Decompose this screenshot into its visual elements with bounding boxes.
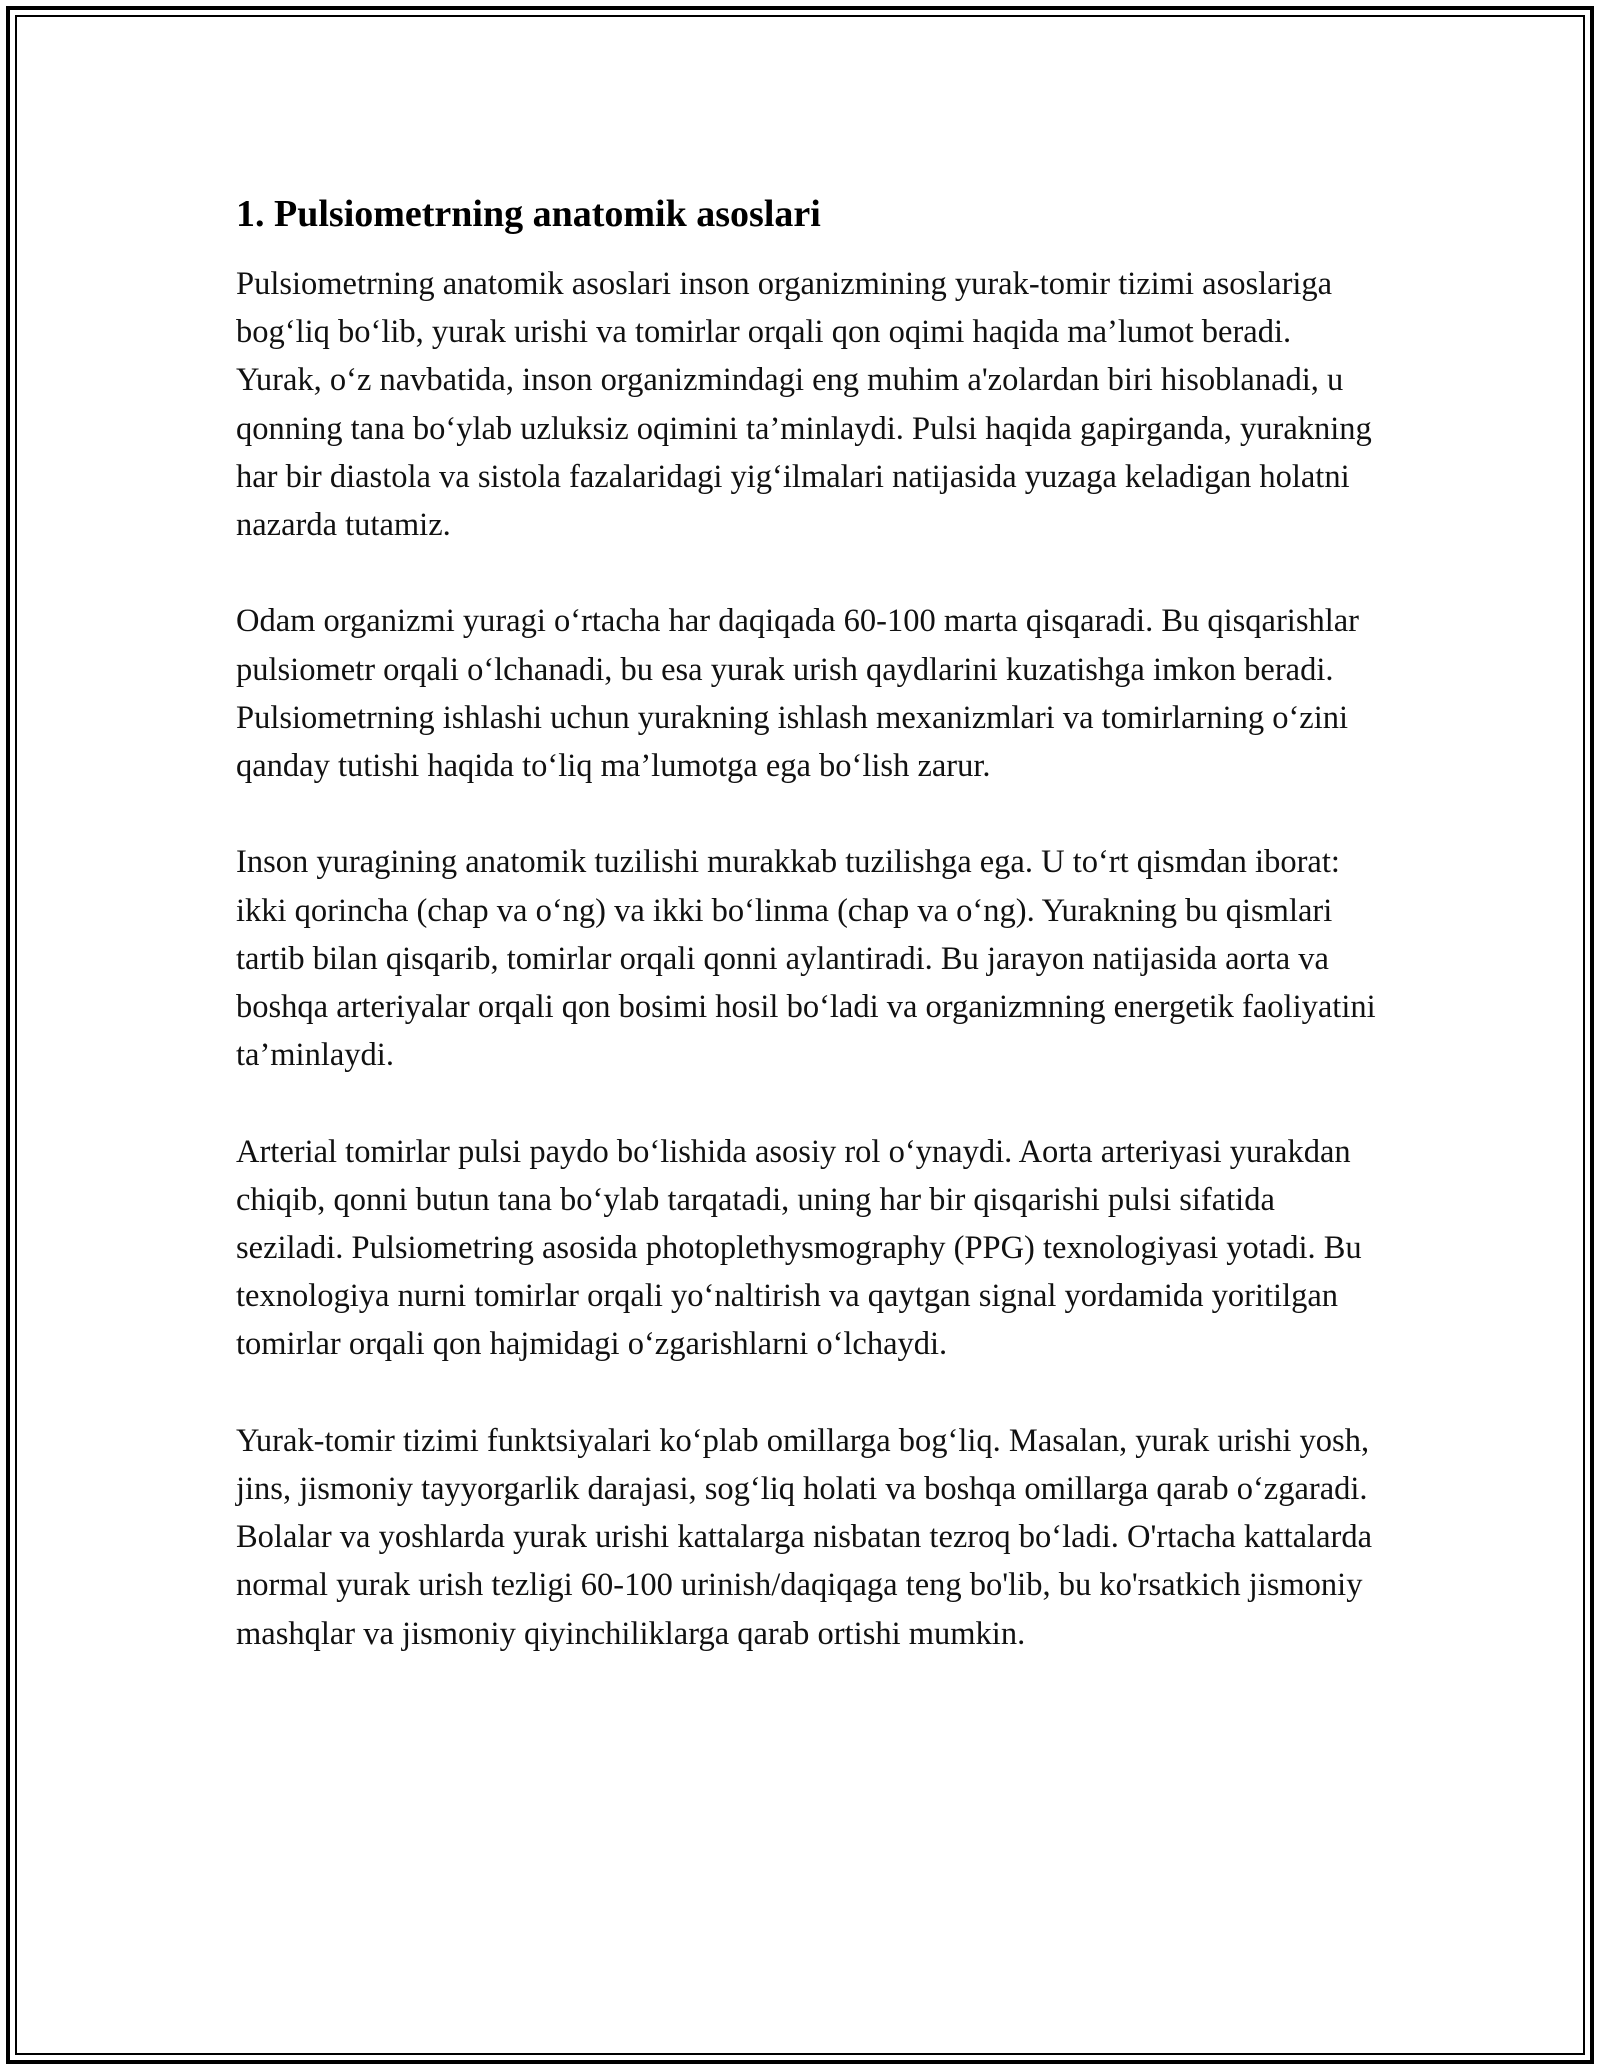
section-heading: 1. Pulsiometrning anatomik asoslari: [236, 193, 821, 235]
paragraph-cardiovascular-factors: Yurak-tomir tizimi funktsiyalari ko‘plab omillarga bog‘liq. Masalan, yurak urishi yosh, jins, jismoniy tayyorgarlik darajasi, sog‘liq holati va boshqa omillarga qarab o‘zgaradi. Bolalar va yoshlarda yurak urishi kattalarga nisbatan tezroq bo‘ladi. O'rtacha kattalarda normal yurak urish tezligi 60-100 urinish/daqiqaga teng bo'lib, bu ko'rsatkich jismoniy mashqlar va jismoniy qiyinchiliklarga qarab ortishi mumkin.: [236, 1422, 1372, 1652]
paragraph-anatomical-basis: Pulsiometrning anatomik asoslari inson organizmining yurak-tomir tizimi asoslariga bog‘liq bo‘lib, yurak urishi va tomirlar orqali qon oqimi haqida ma’lumot beradi. Yurak, o‘z navbatida, inson organizmindagi eng muhim a'zolardan biri hisoblanadi, u qonning tana bo‘ylab uzluksiz oqimini ta’minlaydi. Pulsi haqida gapirganda, yurakning har bir diastola va sistola fazalaridagi yig‘ilmalari natijasida yuzaga keladigan holatni nazarda tutamiz.: [236, 266, 1372, 544]
paragraph-heart-rate: Odam organizmi yuragi o‘rtacha har daqiqada 60-100 marta qisqaradi. Bu qisqarishlar pulsiometr orqali o‘lchanadi, bu esa yurak urish qaydlarini kuzatishga imkon beradi. Pulsiometrning ishlashi uchun yurakning ishlash mexanizmlari va tomirlarning o‘zini qanday tutishi haqida to‘liq ma’lumotga ega bo‘lish zarur.: [236, 603, 1359, 785]
document-body: [236, 190, 1376, 1658]
paragraph-arterial-pulse: Arterial tomirlar pulsi paydo bo‘lishida asosiy rol o‘ynaydi. Aorta arteriyasi yurakdan chiqib, qonni butun tana bo‘ylab tarqatadi, uning har bir qisqarishi pulsi sifatida seziladi. Pulsiometring asosida photoplethysmography (PPG) texnologiyasi yotadi. Bu texnologiya nurni tomirlar orqali yo‘naltirish va qaytgan signal yordamida yoritilgan tomirlar orqali qon hajmidagi o‘zgarishlarni o‘lchaydi.: [236, 1133, 1362, 1363]
paragraph-heart-structure: Inson yuragining anatomik tuzilishi murakkab tuzilishga ega. U to‘rt qismdan iborat: ikki qorincha (chap va o‘ng) va ikki bo‘linma (chap va o‘ng). Yurakning bu qismlari tartib bilan qisqarib, tomirlar orqali qonni aylantiradi. Bu jarayon natijasida aorta va boshqa arteriyalar orqali qon bosimi hosil bo‘ladi va organizmning energetik faoliyatini ta’minlaydi.: [236, 844, 1376, 1074]
